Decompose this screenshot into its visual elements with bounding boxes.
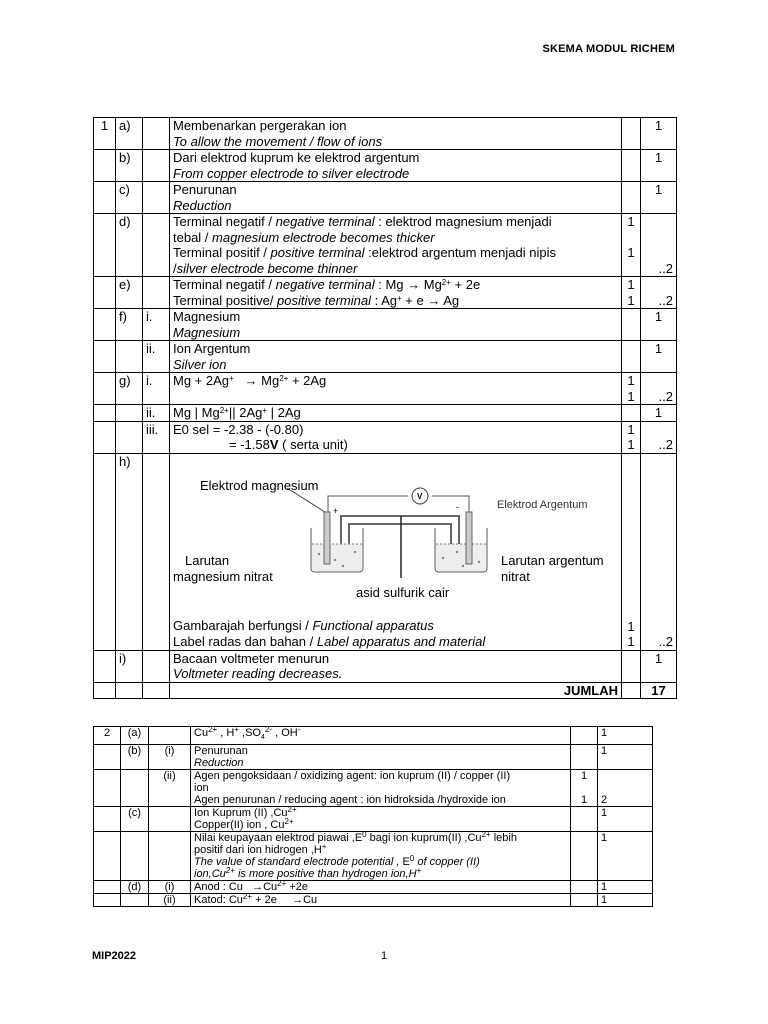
- table-row: [94, 118, 677, 150]
- table-row: [94, 214, 677, 277]
- answer-cell: Mg + 2Ag+ → $Mg^{2+} + 2Ag$: [170, 373, 622, 405]
- sub-part-label: (i): [149, 745, 191, 770]
- answer-cell: E0 sel = -2.38 - (-0.80) = -1.58V ( serta unit): [170, 421, 622, 453]
- part-label: b): [116, 150, 143, 182]
- table-row: [94, 881, 653, 894]
- table-row: [94, 150, 677, 182]
- magnesium-electrode: [324, 512, 330, 564]
- table-row: [94, 453, 677, 650]
- solution-left-label-2: magnesium nitrat: [173, 568, 273, 584]
- answer-cell: Nilai keupayaan elektrod piawai $,E^0$ bagi ion kuprum(II) $,Cu^{2+}$ lebih positif dari ion hidrogen ,H+ The value of standard electrode potential , $E^0$ of copper (II) $ion,Cu^{2+}$ is more positive than hydrogen ion,H+: [191, 832, 571, 881]
- mark-cell: 1: [598, 745, 653, 770]
- arrow-icon: →: [292, 894, 304, 907]
- table-row: [94, 341, 677, 373]
- table-row: [94, 309, 677, 341]
- total-value: 17: [641, 682, 677, 699]
- table-row: [94, 182, 677, 214]
- acid-label: asid sulfurik cair: [356, 584, 450, 600]
- part-label: i): [116, 650, 143, 682]
- part-label: c): [116, 182, 143, 214]
- mark-cell: 1: [598, 807, 653, 832]
- negative-sign: -: [456, 501, 459, 512]
- mark-cell: 1: [641, 118, 677, 150]
- mark-cell: 1: [598, 894, 653, 907]
- answer-cell: Ion Kuprum (II) $,Cu^{2+}$ Copper(II) ion , $Cu^{2+}$: [191, 807, 571, 832]
- mark-cell: 1: [641, 650, 677, 682]
- document-header: SKEMA MODUL RICHEM: [542, 43, 675, 55]
- mark-cell: 1: [598, 727, 653, 745]
- part-label: g): [116, 373, 143, 405]
- mark-cell: 1: [641, 182, 677, 214]
- table-row: [94, 373, 677, 405]
- mark-cell: ..2: [641, 373, 677, 405]
- footer-code: MIP2022: [92, 950, 137, 962]
- table-row: [94, 277, 677, 309]
- answer-cell: Magnesium Magnesium: [170, 309, 622, 341]
- part-label: e): [116, 277, 143, 309]
- answer-cell: Membenarkan pergerakan ion To allow the movement / flow of ions: [170, 118, 622, 150]
- answer-cell: Bacaan voltmeter menurun Voltmeter reading decreases.: [170, 650, 622, 682]
- answer-cell: Dari elektrod kuprum ke elektrod argentum From copper electrode to silver electrode: [170, 150, 622, 182]
- silver-electrode-label: Elektrod Argentum: [497, 498, 588, 511]
- part-label: (d): [121, 881, 149, 894]
- page-number: 1: [381, 950, 388, 962]
- table-row: [94, 770, 653, 807]
- question-number: 1: [94, 118, 116, 150]
- part-label: f): [116, 309, 143, 341]
- sub-part-label: ii.: [143, 405, 170, 422]
- question-2-table: [93, 726, 653, 907]
- solution-right-label-2: nitrat: [501, 568, 530, 584]
- mark-cell: 1: [641, 405, 677, 422]
- table-row: [94, 807, 653, 832]
- part-label: (b): [121, 745, 149, 770]
- part-label: (a): [121, 727, 149, 745]
- question-number: 2: [94, 727, 121, 745]
- answer-cell: Anod : $Cu \to Cu^{2+} +2e$: [191, 881, 571, 894]
- table-row: [94, 405, 677, 422]
- electrochemical-cell-diagram: Elektrod magnesium Elektrod Argentum V + - Larutan magnesium nitrat Larutan argentum nitrat asid sulfurik cair Gambarajah berfungsi / Functional apparatus Label radas dan bahan / Label apparatus and material: [173, 454, 618, 650]
- sub-part-label: (ii): [149, 894, 191, 907]
- mark-cell: ..2: [641, 421, 677, 453]
- sub-part-label: i.: [143, 373, 170, 405]
- sub-part-label: i.: [143, 309, 170, 341]
- answer-cell: Penurunan Reduction: [170, 182, 622, 214]
- sub-mark-cell: 1 1: [622, 373, 641, 405]
- answer-cell: Mg | $Mg^{2+}||$ 2Ag+ | 2Ag: [170, 405, 622, 422]
- mark-cell: 2: [598, 770, 653, 807]
- total-row: [94, 682, 677, 699]
- answer-cell: Terminal negatif / negative terminal : $Mg \to Mg^{2+} + 2e$ Terminal positive/ positive terminal : Ag+ + e → Ag: [170, 277, 622, 309]
- total-label: JUMLAH: [170, 682, 622, 699]
- answer-cell: Agen pengoksidaan / oxidizing agent: ion kuprum (II) / copper (II) ion Agen penurunan / reducing agent : ion hidroksida /hydroxide ion: [191, 770, 571, 807]
- arrow-icon: →: [252, 881, 264, 894]
- sub-mark-cell: 1 1: [622, 214, 641, 277]
- sub-part-label: (ii): [149, 770, 191, 807]
- arrow-icon: →: [244, 373, 258, 388]
- sub-part-label: (i): [149, 881, 191, 894]
- answer-cell: Terminal negatif / negative terminal : elektrod magnesium menjadi tebal / magnesium electrode becomes thicker Terminal positif / positive terminal :elektrod argentum menjadi nipis /silver electrode become thinner: [170, 214, 622, 277]
- table-row: [94, 745, 653, 770]
- silver-electrode: [466, 512, 472, 564]
- mark-cell: 1: [641, 309, 677, 341]
- answer-cell: $Cu^{2+}$ , H+ $,SO_4^{2-}$ , OH-: [191, 727, 571, 745]
- mark-cell: ..2: [641, 277, 677, 309]
- arrow-icon: →: [407, 277, 421, 292]
- sub-part-label: iii.: [143, 421, 170, 453]
- positive-sign: +: [333, 505, 339, 516]
- table-row: [94, 650, 677, 682]
- solution-right-label-1: Larutan argentum: [501, 552, 604, 568]
- mark-cell: 1: [641, 341, 677, 373]
- mark-cell: 1: [598, 881, 653, 894]
- table-row: [94, 832, 653, 881]
- part-label: d): [116, 214, 143, 277]
- table-row: [94, 727, 653, 745]
- voltmeter-label: V: [417, 491, 423, 501]
- answer-cell: [170, 453, 622, 650]
- answer-cell: Katod: $Cu^{2+} + 2e$ →Cu: [191, 894, 571, 907]
- question-1-table: [93, 117, 677, 699]
- answer-cell: Penurunan Reduction: [191, 745, 571, 770]
- table-row: [94, 894, 653, 907]
- table-row: [94, 421, 677, 453]
- mark-cell: 1: [641, 150, 677, 182]
- arrow-icon: →: [427, 292, 441, 308]
- sub-mark-cell: 1 1: [622, 277, 641, 309]
- sub-part-label: ii.: [143, 341, 170, 373]
- mark-cell: ..2: [641, 453, 677, 650]
- solution-left-label-1: Larutan: [185, 552, 230, 568]
- sub-mark-cell: 1 1: [571, 770, 598, 807]
- part-label: a): [116, 118, 143, 150]
- magnesium-electrode-label: Elektrod magnesium: [200, 477, 319, 493]
- part-label: h): [116, 453, 143, 650]
- sub-mark-cell: 1 1: [622, 421, 641, 453]
- answer-cell: Ion Argentum Silver ion: [170, 341, 622, 373]
- sub-mark-cell: 1 1: [622, 453, 641, 650]
- mark-cell: ..2: [641, 214, 677, 277]
- mark-cell: 1: [598, 832, 653, 881]
- part-label: (c): [121, 807, 149, 832]
